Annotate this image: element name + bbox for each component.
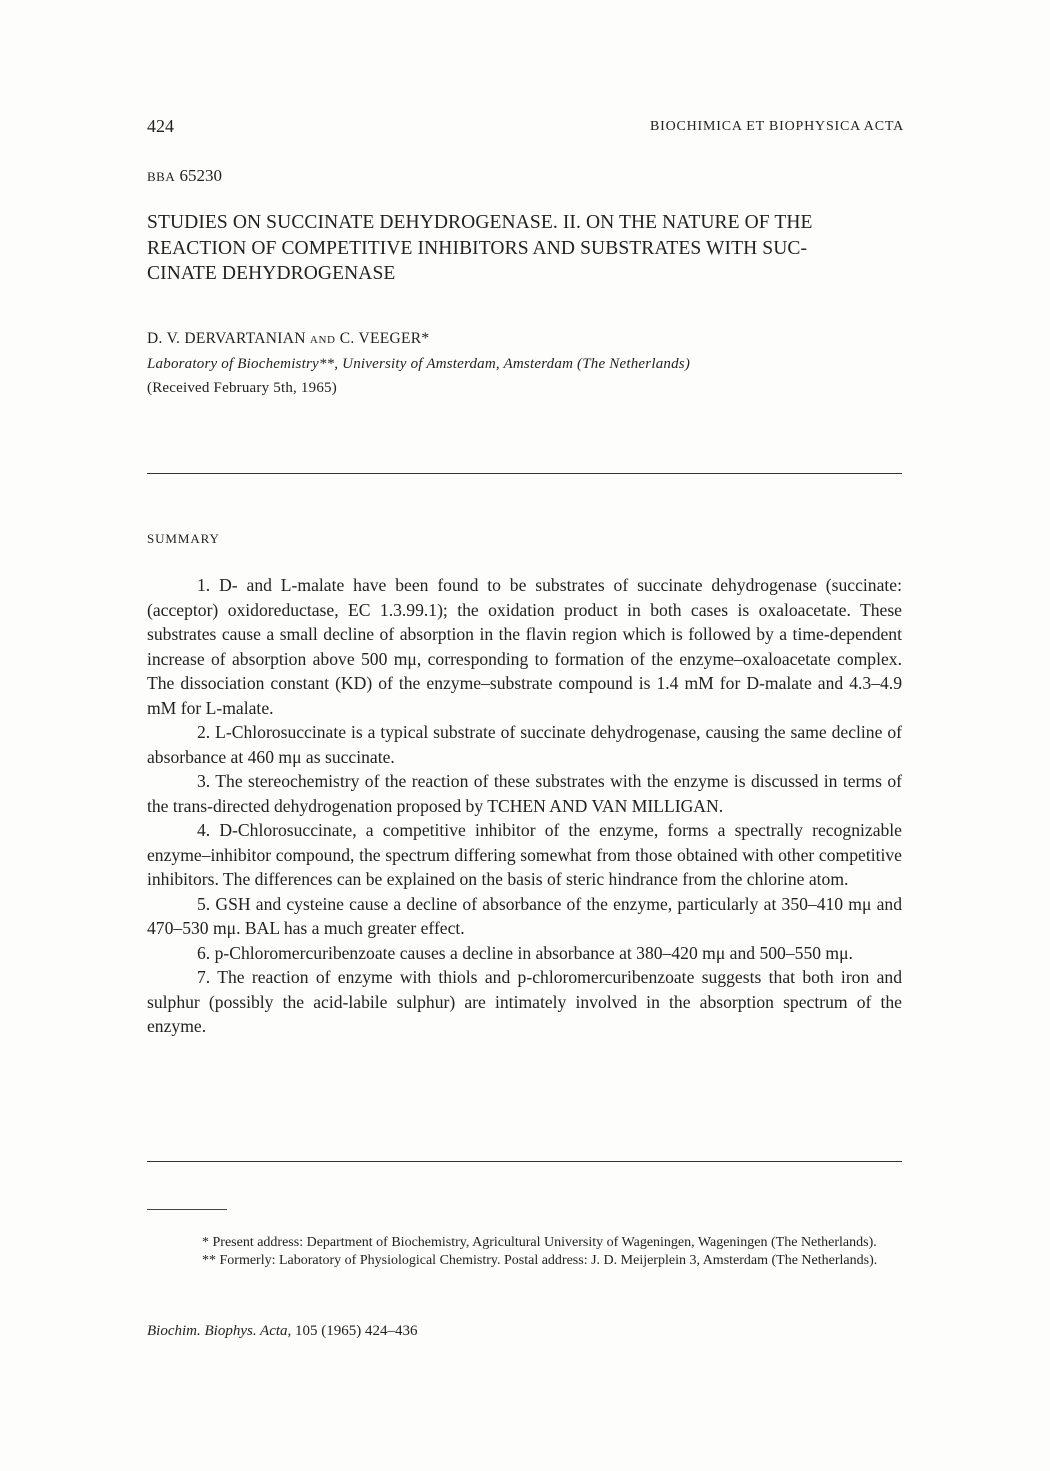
summary-item: 6. p-Chloromercuribenzoate causes a decline in absorbance at 380–420 mμ and 500–550 mμ. (197, 942, 853, 963)
author-joiner: AND (309, 334, 336, 346)
divider (147, 1161, 902, 1162)
article-title (147, 210, 907, 287)
citation-journal: Biochim. Biophys. Acta, (147, 1323, 292, 1339)
citation (147, 1323, 418, 1340)
footnote: ** Formerly: Laboratory of Physiological Chemistry. Postal address: J. D. Meijerplein 3, Amsterdam (The Netherlands). (202, 1253, 878, 1268)
page-number: 424 (147, 116, 174, 136)
author-2: C. VEEGER* (339, 330, 430, 347)
title-line: REACTION OF COMPETITIVE INHIBITORS AND SUBSTRATES WITH SUC- (147, 237, 808, 259)
summary-item: 2. L-Chlorosuccinate is a typical substrate of succinate dehydrogenase, causing the same decline of absorbance at 460 mμ as succinate. (147, 722, 902, 767)
authors (147, 330, 429, 348)
divider (147, 473, 902, 474)
bba-prefix: BBA (147, 169, 176, 184)
footnote-rule (147, 1209, 227, 1210)
footnotes (147, 1234, 907, 1270)
bba-code: 65230 (179, 166, 222, 185)
footnote: * Present address: Department of Biochemistry, Agricultural University of Wageningen, Wageningen (The Netherlands). (202, 1235, 877, 1250)
title-line: STUDIES ON SUCCINATE DEHYDROGENASE. II. ON THE NATURE OF THE (147, 212, 813, 233)
summary-item: 5. GSH and cysteine cause a decline of absorbance of the enzyme, particularly at 350–410 mμ and 470–530 mμ. BAL has a much greater effect. (147, 893, 902, 938)
received-date: (Received February 5th, 1965) (147, 380, 337, 396)
bba-number (147, 166, 222, 186)
summary-heading: SUMMARY (147, 531, 220, 546)
author-1: D. V. DERVARTANIAN (147, 330, 306, 347)
summary-item: 1. D- and L-malate have been found to be substrates of succinate dehydrogenase (succinate:(acceptor) oxidoreductase, EC 1.3.99.1); the oxidation product in both cases is oxaloacetate. These substrates cause a small decline of absorption in the flavin region which is followed by a time-dependent increase of absorption above 500 mμ, corresponding to formation of the enzyme–oxaloacetate complex. The dissociation constant (KD) of the enzyme–substrate compound is 1.4 mM for D-malate and 4.3–4.9 mM for L-malate. (147, 575, 902, 718)
citation-ref: 105 (1965) 424–436 (295, 1323, 418, 1339)
affiliation: Laboratory of Biochemistry**, University of Amsterdam, Amsterdam (The Netherlands) (147, 356, 691, 372)
running-header: BIOCHIMICA ET BIOPHYSICA ACTA (649, 119, 904, 134)
title-line: CINATE DEHYDROGENASE (147, 263, 396, 284)
summary-item: 3. The stereochemistry of the reaction of these substrates with the enzyme is discussed in terms of the trans-directed dehydrogenation proposed by TCHEN AND VAN MILLIGAN. (147, 771, 902, 816)
summary-body (147, 573, 902, 1039)
summary-item: 7. The reaction of enzyme with thiols and p-chloromercuribenzoate suggests that both iron and sulphur (possibly the acid-labile sulphur) are intimately involved in the absorption spectrum of the enzyme. (147, 967, 902, 1036)
summary-item: 4. D-Chlorosuccinate, a competitive inhibitor of the enzyme, forms a spectrally recognizable enzyme–inhibitor compound, the spectrum differing somewhat from those obtained with other competitive inhibitors. The differences can be explained on the basis of steric hindrance from the chlorine atom. (147, 820, 902, 889)
